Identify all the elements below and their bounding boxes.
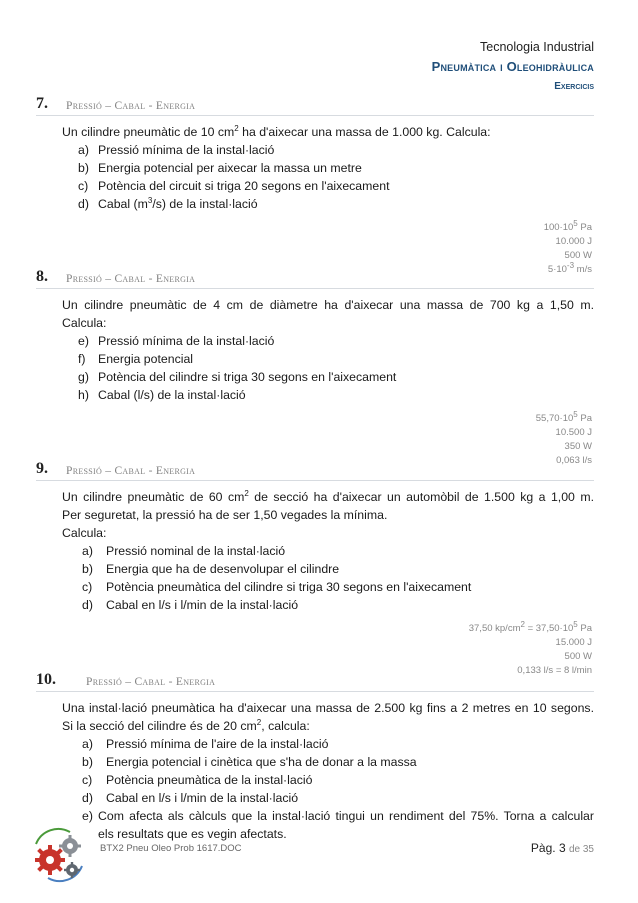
problem-statement: Un cilindre pneumàtic de 10 $cm^2$ ha d'aixecar una massa de 1.000 kg. Calcula: (62, 123, 491, 139)
header-unit: Pneumàtica i Oleohidràulica (431, 59, 594, 74)
list-item: c) Potència pneumàtica del cilindre si triga 30 segons en l'aixecament (82, 580, 472, 594)
header-subject: Tecnologia Industrial (480, 40, 594, 54)
answer: $5\cdot 10^{-3}$ m/s (547, 260, 592, 275)
gears-icon (30, 826, 88, 884)
header-section: Exercicis (554, 81, 594, 92)
list-item: g) Potència del cilindre si triga 30 segons en l'aixecament (78, 370, 397, 384)
answer: 500 W (564, 651, 592, 662)
problem-statement: Un cilindre pneumàtic de 60 $cm^2$ de secció ha d'aixecar un automòbil de 1.500 kg a 1,00 m. (62, 488, 594, 504)
answer: $100\cdot 10^5$ Pa (543, 218, 592, 233)
problem-statement: Si la secció del cilindre és de 20 $cm^2$, calcula: (62, 717, 310, 733)
answer: $55,70\cdot 10^5$ Pa (535, 409, 592, 424)
problem-number: 8. (36, 268, 48, 285)
problem-number: 10. (36, 671, 56, 688)
list-item: b) Energia potencial i cinètica que s'ha de donar a la massa (82, 755, 417, 769)
list-item: a) Pressió nominal de la instal·lació (82, 544, 286, 558)
problem-title (36, 460, 594, 481)
problem-statement: Una instal·lació pneumàtica ha d'aixecar una massa de 2.500 kg fins a 2 metres en 10 segons. (62, 701, 594, 715)
problem-statement: Calcula: (62, 316, 107, 330)
footer-page-number (531, 841, 594, 855)
problem-tag: Pressió – Cabal - Energia (66, 100, 196, 112)
problem-title (36, 95, 594, 116)
answer: 15.000 J (555, 637, 592, 648)
list-item: c) Potència pneumàtica de la instal·lació (82, 773, 313, 787)
answer: 500 W (564, 250, 592, 261)
answer: 10.500 J (555, 427, 592, 438)
list-item: d) Cabal en l/s i l/min de la instal·lació (82, 598, 299, 612)
problem-statement: Un cilindre pneumàtic de 4 cm de diàmetre ha d'aixecar una massa de 700 kg a 1,50 m. (62, 298, 594, 312)
problem-statement: Per seguretat, la pressió ha de ser 1,50 vegades la mínima. (62, 508, 388, 522)
list-item: a) Pressió mínima de la instal·lació (78, 143, 275, 157)
page-label: Pàg. 3 (530, 841, 566, 855)
problem-number: 7. (36, 95, 48, 112)
problem-10 (36, 671, 594, 843)
list-item: d) Cabal en l/s i l/min de la instal·lació (82, 791, 299, 805)
problem-statement: Calcula: (62, 526, 107, 540)
problem-8 (36, 268, 594, 468)
answer: 350 W (564, 441, 592, 452)
problem-tag: Pressió – Cabal - Energia (86, 676, 216, 688)
answer: 37,50 $kp/cm^2 = 37,50\cdot 10^5$ Pa (468, 619, 592, 634)
problem-tag: Pressió – Cabal - Energia (66, 465, 196, 477)
list-item: h) Cabal (l/s) de la instal·lació (78, 388, 246, 402)
list-item: c) Potència del circuit si triga 20 segons en l'aixecament (78, 179, 390, 193)
problem-9 (36, 460, 594, 678)
answers (62, 619, 594, 678)
problem-tag: Pressió – Cabal - Energia (66, 273, 196, 285)
footer-document-name: BTX2 Pneu Oleo Prob 1617.DOC (100, 843, 242, 854)
list-item: f) Energia potencial (78, 352, 194, 366)
problem-number: 9. (36, 460, 48, 477)
list-item: b) Energia potencial per aixecar la massa un metre (78, 161, 362, 175)
list-item: b) Energia que ha de desenvolupar el cilindre (82, 562, 340, 576)
list-item: a) Pressió mínima de l'aire de la instal·lació (82, 737, 329, 751)
answer: 10.000 J (555, 236, 592, 247)
list-item: d) Cabal $(m^3/s)$ de la instal·lació (78, 195, 258, 211)
list-item: e) Pressió mínima de la instal·lació (78, 334, 275, 348)
page-of: de 35 (568, 844, 594, 855)
problem-title (36, 268, 594, 289)
problem-title (36, 671, 594, 692)
list-item: e) Com afecta als càlculs que la instal·lació tingui un rendiment del 75%. Torna a calcular els resultats que es vegin afectats. (82, 809, 594, 841)
problem-7 (36, 95, 594, 277)
answer: 0,133 l/s = 8 l/min (517, 665, 592, 676)
answer: 0,063 l/s (556, 455, 592, 466)
